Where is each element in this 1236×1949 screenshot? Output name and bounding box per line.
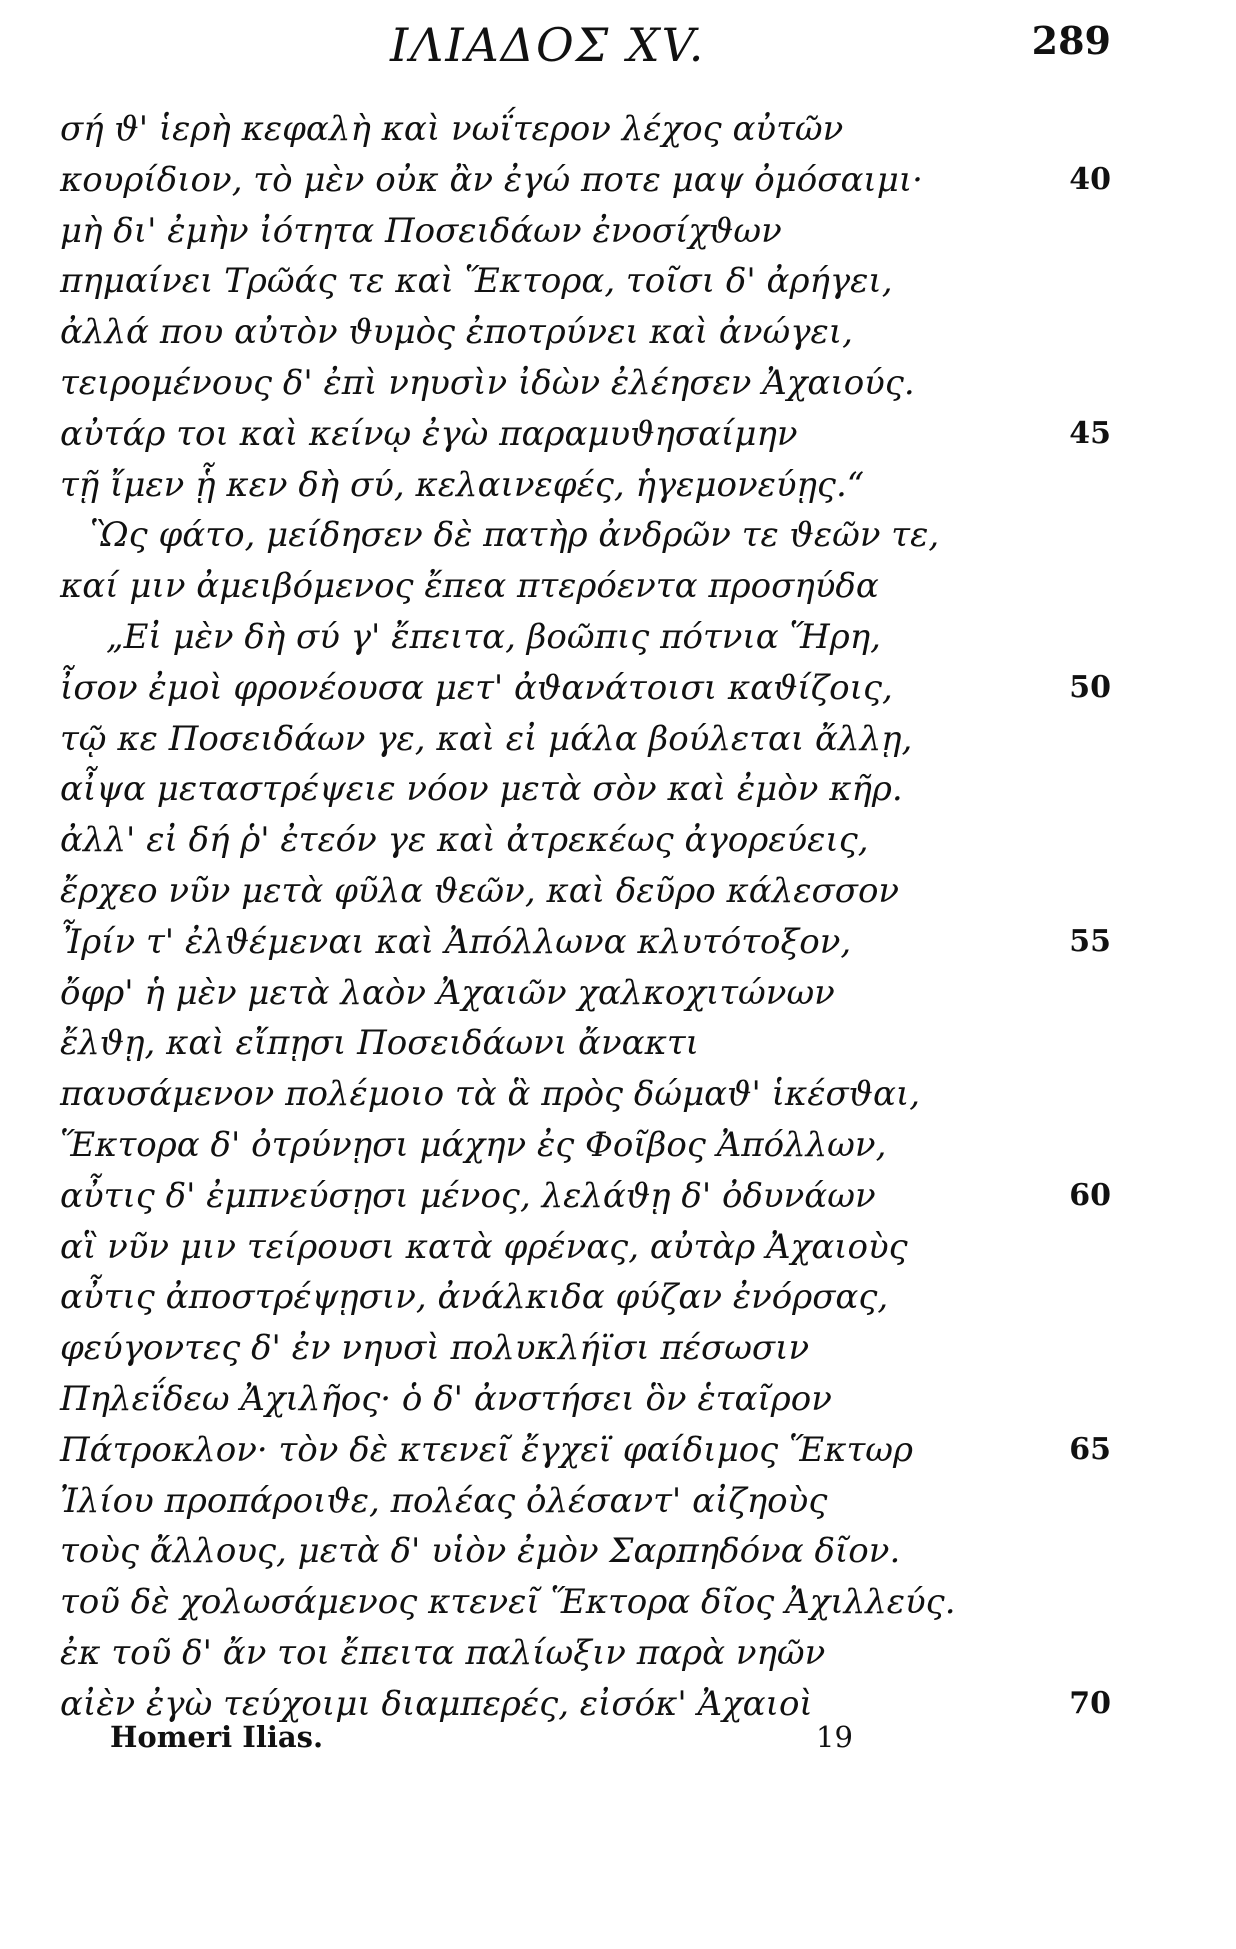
verse-line xyxy=(60,1222,1111,1273)
verse-line xyxy=(60,968,1111,1019)
verse-text: παυσάμενον πολέμοιο τὰ ἃ πρὸς δώμαϑ' ἱκέσϑαι, xyxy=(60,1074,921,1115)
verse-text: καί μιν ἀμειβόμενος ἔπεα πτερόεντα προσηύδα xyxy=(60,566,879,607)
line-number: 65 xyxy=(1069,1431,1111,1467)
verse-text: αὖτις δ' ἐμπνεύσῃσι μένος, λελάϑῃ δ' ὀδυνάων xyxy=(60,1175,876,1216)
verse-text: φεύγοντες δ' ἐν νηυσὶ πολυκλήϊσι πέσωσιν xyxy=(60,1328,810,1369)
verse-text: πημαίνει Τρῶάς τε καὶ Ἕκτορα, τοῖσι δ' ἀρήγει, xyxy=(60,261,893,302)
verse-line xyxy=(60,1069,1111,1120)
verse-text: ἀλλά που αὐτὸν ϑυμὸς ἐποτρύνει καὶ ἀνώγει, xyxy=(60,312,853,353)
verse-text: τειρομένους δ' ἐπὶ νηυσὶν ἰδὼν ἐλέησεν Ἀχαιούς. xyxy=(60,362,915,403)
line-number: 40 xyxy=(1069,161,1111,197)
verse-line xyxy=(60,714,1111,765)
verse-line xyxy=(60,1628,1111,1679)
verse-line xyxy=(60,307,1111,358)
verse-line xyxy=(60,1374,1111,1425)
verse-text: αἶψα μεταστρέψειε νόον μετὰ σὸν καὶ ἐμὸν κῆρ. xyxy=(60,769,903,810)
line-number: 50 xyxy=(1069,669,1111,705)
verse-text: ἐκ τοῦ δ' ἄν τοι ἔπειτα παλίωξιν παρὰ νηῶν xyxy=(60,1632,826,1673)
verse-line xyxy=(60,104,1111,155)
verse-text: ἀλλ' εἰ δή ῥ' ἐτεόν γε καὶ ἀτρεκέως ἀγορεύεις, xyxy=(60,820,869,861)
verse-text: „Εἰ μὲν δὴ σύ γ' ἔπειτα, βοῶπις πότνια Ἥρη, xyxy=(106,616,881,657)
verse-line xyxy=(60,460,1111,511)
verse-line xyxy=(60,1272,1111,1323)
verse-text: ἔλϑῃ, καὶ εἴπῃσι Ποσειδάωνι ἄνακτι xyxy=(60,1023,700,1064)
verse-line xyxy=(60,1476,1111,1527)
verse-text: ἶσον ἐμοὶ φρονέουσα μετ' ἀϑανάτοισι καϑίζοις, xyxy=(60,667,893,708)
verse-text: Ἶρίν τ' ἐλϑέμεναι καὶ Ἀπόλλωνα κλυτότοξον, xyxy=(60,921,852,962)
line-number: 70 xyxy=(1069,1685,1111,1721)
verse-line xyxy=(60,866,1111,917)
verse-text: τῇ ἴμεν ᾗ κεν δὴ σύ, κελαινεφές, ἡγεμονεύῃς.“ xyxy=(60,464,865,505)
verse-line xyxy=(60,510,1111,561)
signature-mark: 19 xyxy=(816,1720,853,1754)
page-footer xyxy=(110,1720,1111,1764)
verse-text: ἔρχεο νῦν μετὰ φῦλα ϑεῶν, καὶ δεῦρο κάλεσσον xyxy=(60,870,900,911)
verse-text: Πηλεΐδεω Ἀχιλῆος· ὁ δ' ἀνστήσει ὃν ἑταῖρον xyxy=(60,1378,832,1419)
verse-text: αἳ νῦν μιν τείρουσι κατὰ φρένας, αὐτὰρ Ἀχαιοὺς xyxy=(60,1226,908,1267)
verse-line xyxy=(60,409,1111,460)
verse-line xyxy=(60,1171,1111,1222)
running-title: ΙΛΙΑΔΟΣ XV. xyxy=(390,18,706,72)
verse-line xyxy=(60,358,1111,409)
verse-text: Πάτροκλον· τὸν δὲ κτενεῖ ἔγχεϊ φαίδιμος Ἕκτωρ xyxy=(60,1429,914,1470)
verse-line xyxy=(60,764,1111,815)
verse-line xyxy=(60,1526,1111,1577)
verse-text: Ἕκτορα δ' ὀτρύνῃσι μάχην ἐς Φοῖβος Ἀπόλλων, xyxy=(60,1124,887,1165)
verse-line xyxy=(60,612,1111,663)
verse-line xyxy=(60,155,1111,206)
verse-text: αὖτις ἀποστρέψῃσιν, ἀνάλκιδα φύζαν ἐνόρσας, xyxy=(60,1277,889,1318)
page-number: 289 xyxy=(1031,18,1111,63)
verse-text: Ἰλίου προπάροιϑε, πολέας ὀλέσαντ' αἰζηοὺς xyxy=(60,1480,828,1521)
verse-text: αἰὲν ἐγὼ τεύχοιμι διαμπερές, εἰσόκ' Ἀχαιοὶ xyxy=(60,1683,813,1724)
verse-line xyxy=(60,256,1111,307)
line-number: 60 xyxy=(1069,1177,1111,1213)
verse-block xyxy=(60,104,1111,1730)
verse-text: σή ϑ' ἱερὴ κεφαλὴ καὶ νωΐτερον λέχος αὐτῶν xyxy=(60,109,844,149)
verse-line xyxy=(60,663,1111,714)
verse-text: κουρίδιον, τὸ μὲν οὐκ ἂν ἐγώ ποτε μαψ ὀμόσαιμι· xyxy=(60,159,923,200)
verse-text: Ὣς φάτο, μείδησεν δὲ πατὴρ ἀνδρῶν τε ϑεῶν τε, xyxy=(90,515,940,556)
verse-line xyxy=(60,206,1111,257)
verse-line xyxy=(60,561,1111,612)
verse-line xyxy=(60,1018,1111,1069)
verse-line xyxy=(60,1425,1111,1476)
verse-line xyxy=(60,917,1111,968)
verse-line xyxy=(60,1120,1111,1171)
verse-text: τοῦ δὲ χολωσάμενος κτενεῖ Ἕκτορα δῖος Ἀχιλλεύς. xyxy=(60,1582,956,1623)
page-header xyxy=(60,18,1111,72)
footer-title: Homeri Ilias. xyxy=(110,1720,324,1754)
line-number: 55 xyxy=(1069,923,1111,959)
verse-line xyxy=(60,1323,1111,1374)
line-number: 45 xyxy=(1069,415,1111,451)
verse-text: αὐτάρ τοι καὶ κείνῳ ἐγὼ παραμυϑησαίμην xyxy=(60,413,798,454)
verse-line xyxy=(60,1577,1111,1628)
verse-text: τῷ κε Ποσειδάων γε, καὶ εἰ μάλα βούλεται ἄλλῃ, xyxy=(60,718,913,759)
verse-line xyxy=(60,815,1111,866)
verse-text: μὴ δι' ἐμὴν ἰότητα Ποσειδάων ἐνοσίχϑων xyxy=(60,210,782,251)
verse-text: ὄφρ' ἡ μὲν μετὰ λαὸν Ἀχαιῶν χαλκοχιτώνων xyxy=(60,972,835,1013)
verse-text: τοὺς ἄλλους, μετὰ δ' υἱὸν ἐμὸν Σαρπηδόνα δῖον. xyxy=(60,1531,901,1572)
